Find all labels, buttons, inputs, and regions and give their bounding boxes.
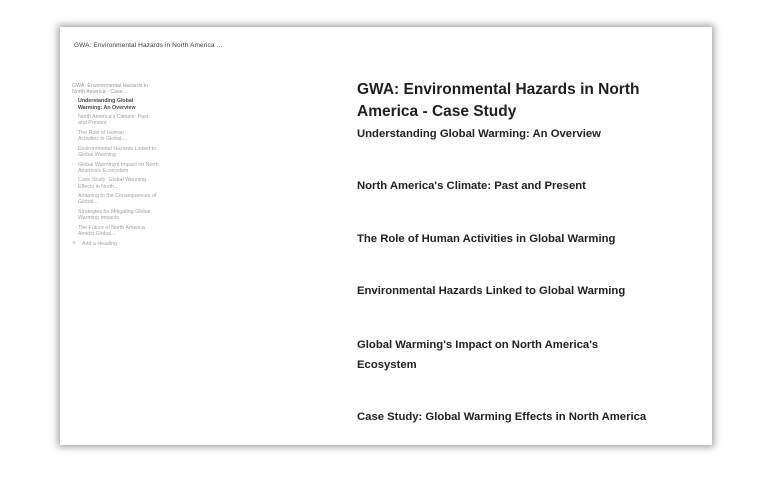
document-title: GWA: Environmental Hazards in North America ... [74, 42, 223, 49]
document-content [357, 79, 697, 427]
outline-item-future[interactable]: The Future of North America Amidst Global... [78, 224, 145, 237]
document-window [60, 27, 712, 445]
outline-item-climate[interactable]: North America's Climate: Past and Present [78, 114, 149, 127]
page-title[interactable]: GWA: Environmental Hazards in North America - Case Study [357, 81, 640, 120]
outline-item-strategies[interactable]: Strategies for Mitigating Global Warming Impacts [78, 208, 151, 222]
outline-item-overview[interactable]: Understanding Global Warming: An Overview [78, 98, 136, 111]
outline-item-adapting[interactable]: Adapting to the Consequences of Global... [78, 193, 157, 206]
outline-item-hazards[interactable]: Environmental Hazards Linked to Global Warming [78, 145, 157, 158]
add-heading-button[interactable] [72, 241, 162, 247]
heading-ecosystem[interactable]: Global Warming's Impact on North America's Ecosystem [357, 339, 599, 371]
outline-sidebar [72, 83, 162, 247]
outline-item-ecosystem[interactable]: Global Warming's Impact on North America's Ecosystem [78, 161, 159, 174]
outline-item-title[interactable]: GWA: Environmental Hazards in North America - Case... [72, 83, 149, 96]
heading-climate[interactable]: North America's Climate: Past and Present [357, 180, 586, 192]
heading-case-study[interactable]: Case Study: Global Warming Effects in North America [357, 411, 647, 423]
heading-hazards[interactable]: Environmental Hazards Linked to Global Warming [357, 285, 626, 297]
outline-item-human-activities[interactable]: The Role of Human Activities in Global... [78, 130, 126, 143]
heading-human-activities[interactable]: The Role of Human Activities in Global Warming [357, 233, 616, 245]
add-heading-label: Add a Heading [82, 240, 118, 247]
plus-icon: + [72, 239, 77, 247]
heading-overview[interactable]: Understanding Global Warming: An Overview [357, 128, 601, 140]
outline-item-case-study[interactable]: Case Study: Global Warming Effects in North... [78, 177, 147, 190]
